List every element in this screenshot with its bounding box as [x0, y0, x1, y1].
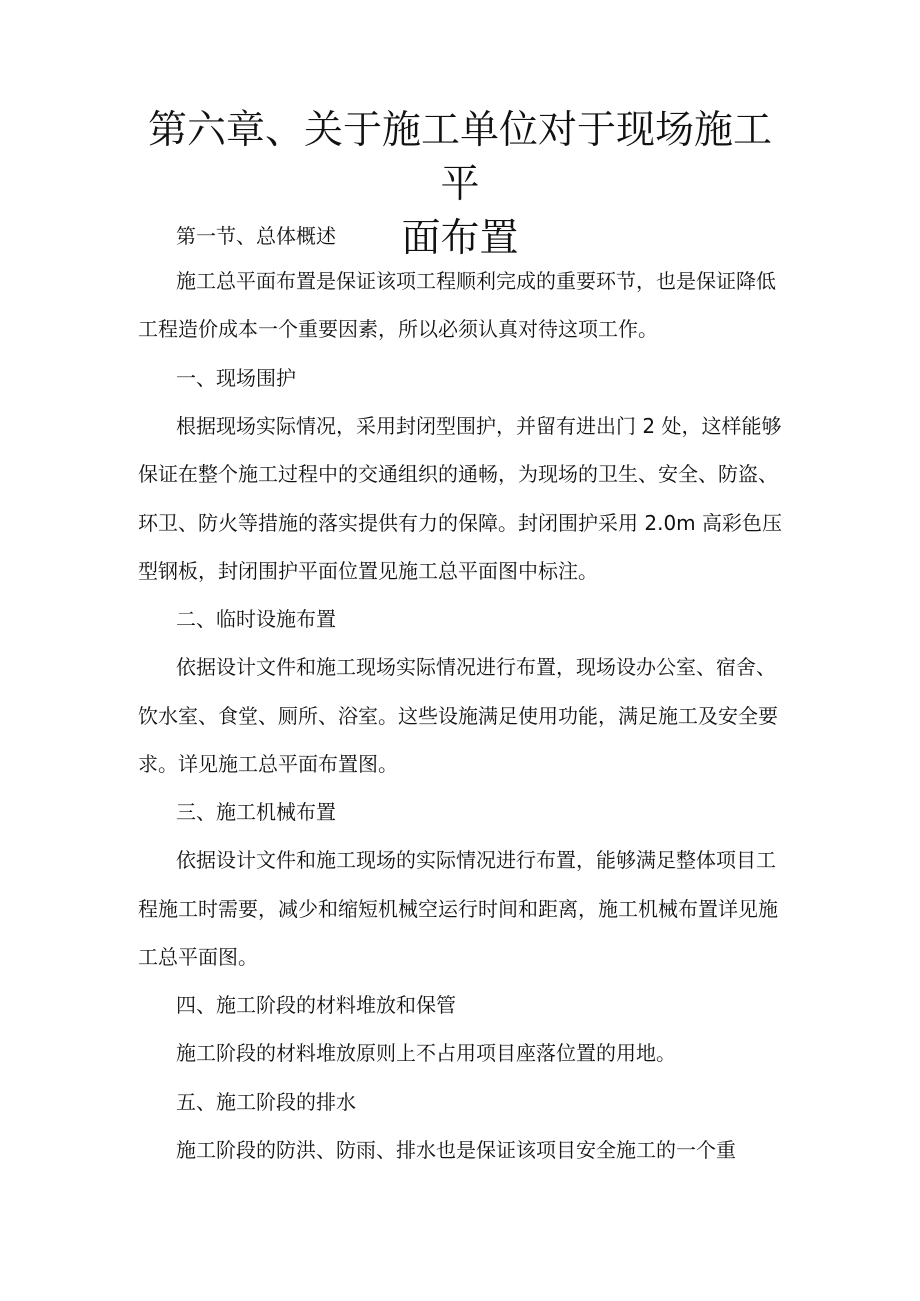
paragraph-line: 依据设计文件和施工现场实际情况进行布置，现场设办公室、宿舍、 — [176, 655, 776, 679]
paragraph-line: 工总平面图。 — [138, 945, 258, 969]
paragraph-line: 保证在整个施工过程中的交通组织的通畅，为现场的卫生、安全、防盗、 — [138, 462, 778, 486]
paragraph-line: 饮水室、食堂、厕所、浴室。这些设施满足使用功能，满足施工及安全要 — [138, 704, 778, 728]
chapter-title-line-1: 第六章、关于施工单位对于现场施工平 — [147, 108, 772, 207]
paragraph-line: 施工阶段的材料堆放原则上不占用项目座落位置的用地。 — [176, 1041, 676, 1065]
section-heading-drainage: 五、施工阶段的排水 — [176, 1090, 356, 1114]
paragraph-line: 工程造价成本一个重要因素，所以必须认真对待这项工作。 — [138, 317, 658, 341]
paragraph-line: 依据设计文件和施工现场的实际情况进行布置，能够满足整体项目工 — [176, 848, 776, 872]
paragraph-line: 求。详见施工总平面布置图。 — [138, 752, 398, 776]
section-heading-overview: 第一节、总体概述 — [176, 224, 336, 248]
paragraph-line: 根据现场实际情况，采用封闭型围护，并留有进出门 2 处，这样能够 — [176, 414, 782, 438]
section-heading-machinery: 三、施工机械布置 — [176, 800, 336, 824]
chapter-title-line-2: 面布置 — [401, 216, 519, 261]
section-heading-temporary-facilities: 二、临时设施布置 — [176, 607, 336, 631]
paragraph-line: 环卫、防火等措施的落实提供有力的保障。封闭围护采用 2.0m 高彩色压 — [138, 511, 783, 535]
paragraph-line: 型钢板，封闭围护平面位置见施工总平面图中标注。 — [138, 559, 598, 583]
paragraph-line: 施工阶段的防洪、防雨、排水也是保证该项目安全施工的一个重 — [176, 1138, 736, 1162]
paragraph-line: 施工总平面布置是保证该项工程顺利完成的重要环节，也是保证降低 — [176, 269, 776, 293]
section-heading-materials: 四、施工阶段的材料堆放和保管 — [176, 993, 456, 1017]
paragraph-line: 程施工时需要，减少和缩短机械空运行时间和距离，施工机械布置详见施 — [138, 897, 778, 921]
section-heading-fencing: 一、现场围护 — [176, 366, 296, 390]
